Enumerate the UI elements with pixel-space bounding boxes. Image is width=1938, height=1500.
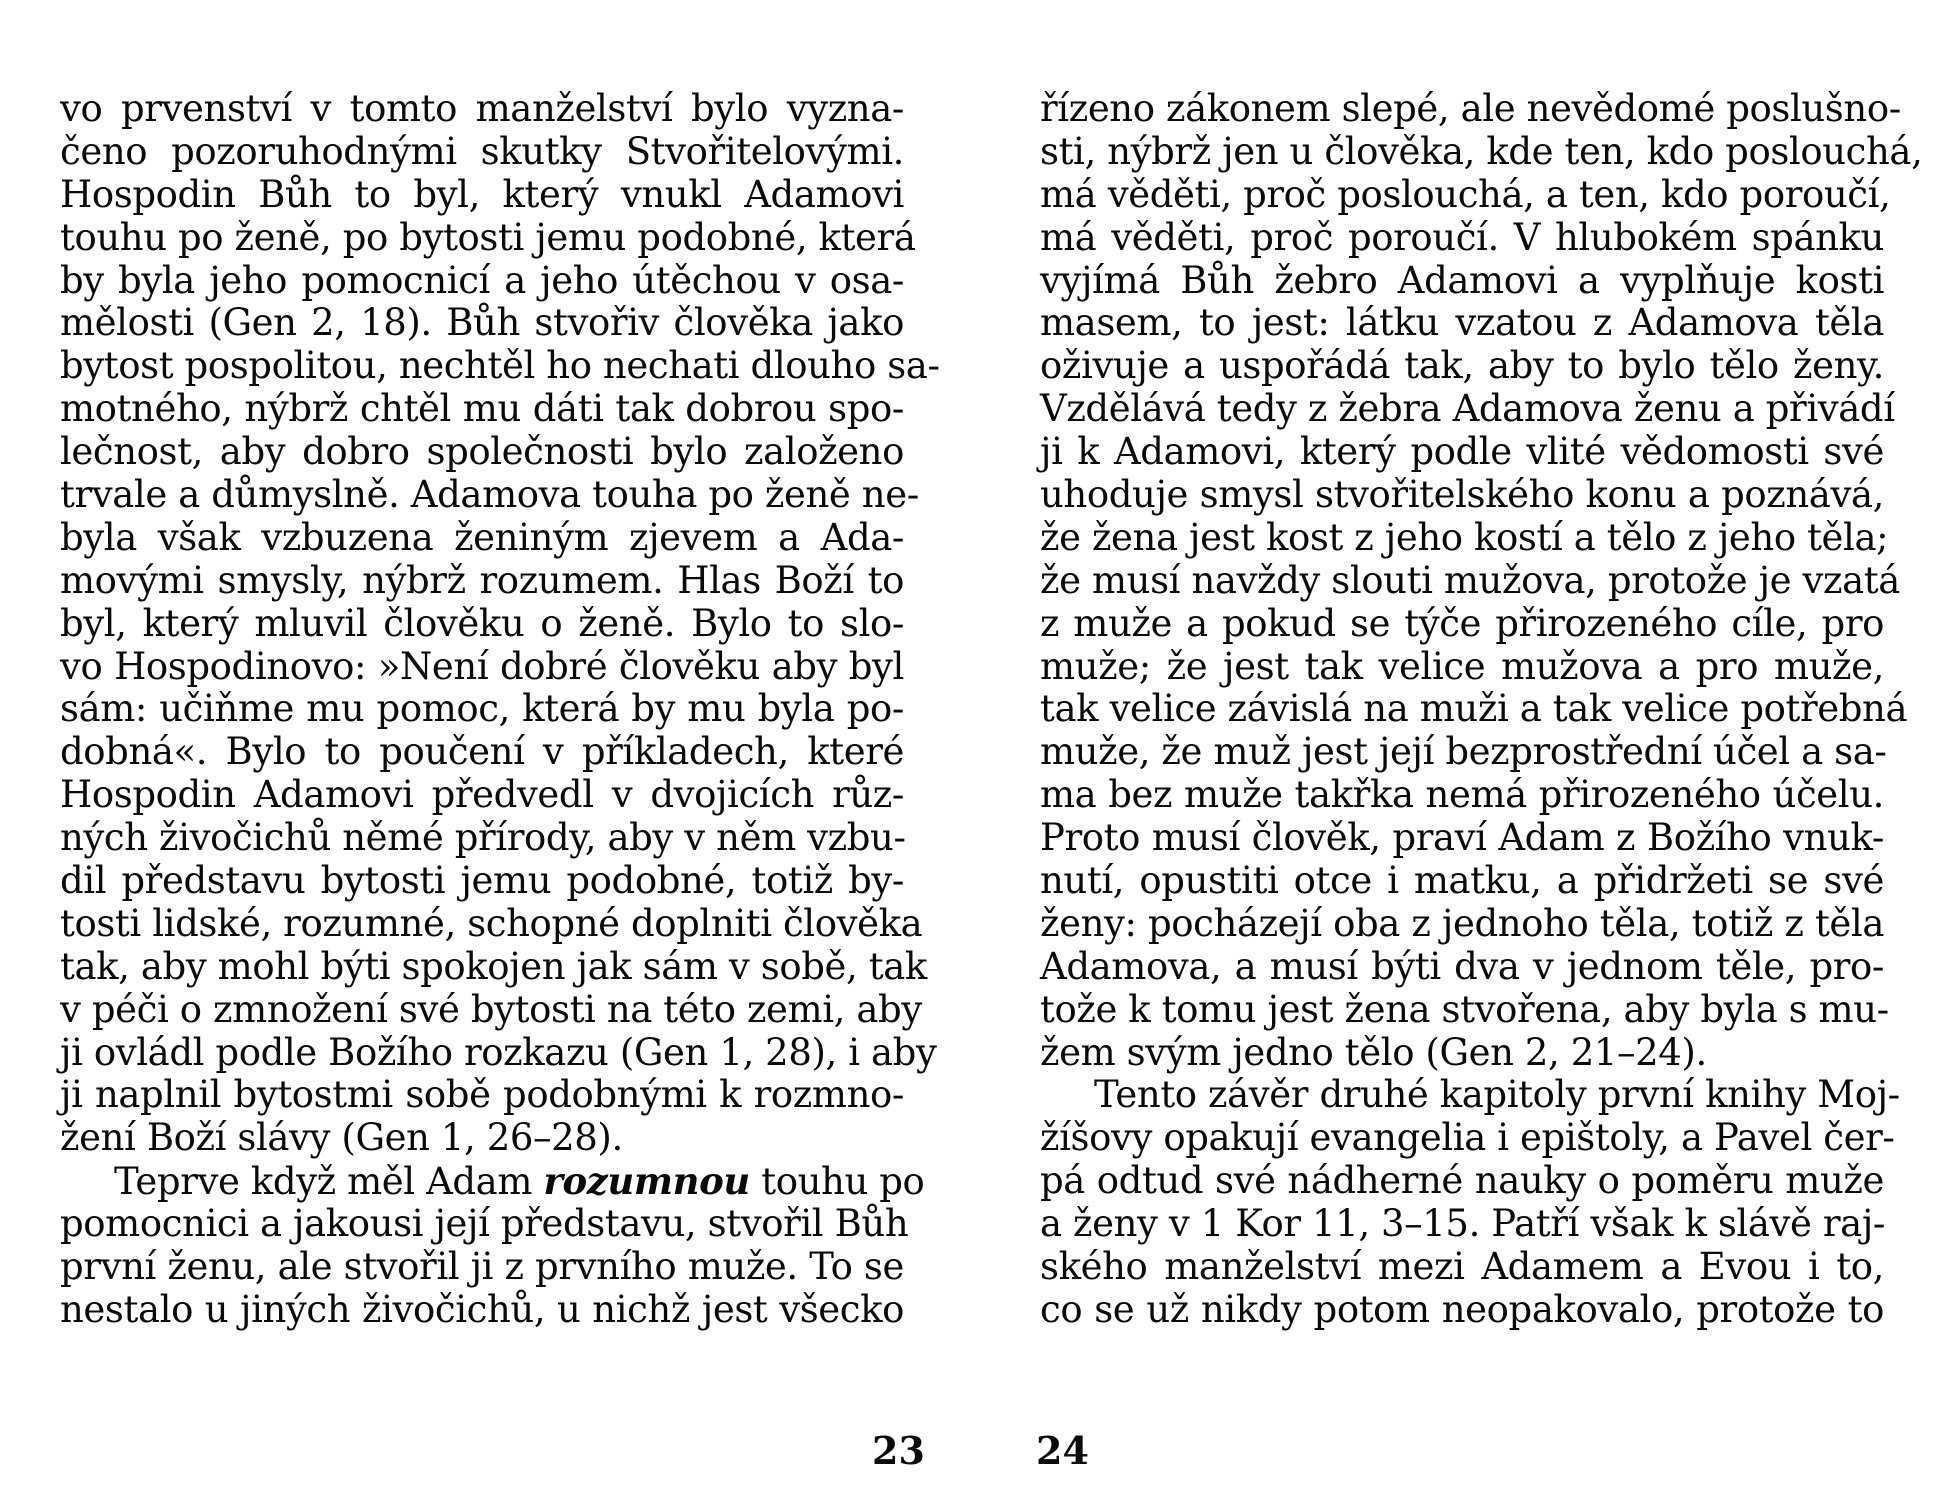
text-line: sám: učiňme mu pomoc, která by mu byla po- <box>60 687 904 731</box>
text-line: by byla jeho pomocnicí a jeho útěchou v osa- <box>60 258 904 302</box>
text-line: byl, který mluvil člověku o ženě. Bylo to slo- <box>60 601 904 645</box>
text-line: že musí navždy slouti mužova, protože je vzatá <box>1040 558 1900 602</box>
text-line: tak velice závislá na muži a tak velice potřebná <box>1040 687 1908 731</box>
text-line: čeno pozoruhodnými skutky Stvořitelovými. <box>60 129 904 173</box>
text-run: touhu po <box>749 1160 925 1204</box>
text-line: movými smysly, nýbrž rozumem. Hlas Boží to <box>60 558 904 602</box>
text-line: bytost pospolitou, nechtěl ho nechati dlouho sa- <box>60 344 940 388</box>
text-line: Vzdělává tedy z žebra Adamova ženu a přivádí <box>1040 387 1895 431</box>
text-line: uhoduje smysl stvořitelského konu a poznává, <box>1040 473 1884 517</box>
text-line: Hospodin Bůh to byl, který vnukl Adamovi <box>60 172 904 216</box>
emphasized-word: rozumnou <box>543 1159 750 1204</box>
text-line: vo Hospodinovo: »Není dobré člověku aby byl <box>60 644 904 688</box>
right-page <box>1040 87 1923 1332</box>
text-line: tosti lidské, rozumné, schopné doplniti člověka <box>60 901 923 945</box>
text-line: že žena jest kost z jeho kostí a tělo z jeho těla; <box>1040 515 1889 559</box>
text-line: pá odtud své nádherné nauky o poměru muže <box>1040 1159 1884 1203</box>
text-run: Teprve když měl Adam <box>114 1160 544 1204</box>
text-line: má věděti, proč poslouchá, a ten, kdo poroučí, <box>1040 172 1891 216</box>
text-line: vo prvenství v tomto manželství bylo vyzna- <box>60 87 904 130</box>
text-line: nestalo u jiných živočichů, u nichž jest všecko <box>60 1287 904 1331</box>
text-line: byla však vzbuzena ženiným zjevem a Ada- <box>60 515 904 559</box>
text-line: vyjímá Bůh žebro Adamovi a vyplňuje kosti <box>1040 258 1884 302</box>
text-line: dil představu bytosti jemu podobné, totiž by- <box>60 859 904 903</box>
text-line: žem svým jedno tělo (Gen 2, 21–24). <box>1040 1030 1707 1074</box>
text-line: co se už nikdy potom neopakovalo, protože to <box>1040 1287 1884 1331</box>
text-line: tak, aby mohl býti spokojen jak sám v sobě, tak <box>60 944 927 988</box>
paragraph-start-line: Tento závěr druhé kapitoly první knihy Moj- <box>1094 1073 1900 1117</box>
text-line: ma bez muže takřka nemá přirozeného účelu. <box>1040 773 1884 817</box>
text-line: ných živočichů němé přírody, aby v něm vzbu- <box>60 816 906 860</box>
left-page <box>60 87 940 1332</box>
text-line: sti, nýbrž jen u člověka, kde ten, kdo poslouchá, <box>1040 129 1923 173</box>
text-line: oživuje a uspořádá tak, aby to bylo tělo ženy. <box>1040 344 1884 388</box>
text-line: první ženu, ale stvořil ji z prvního muže. To se <box>60 1245 904 1289</box>
text-line: mělosti (Gen 2, 18). Bůh stvořiv člověka jako <box>60 301 904 345</box>
text-line: z muže a pokud se týče přirozeného cíle, pro <box>1040 601 1884 645</box>
text-line: motného, nýbrž chtěl mu dáti tak dobrou spo- <box>60 387 904 431</box>
text-line: ji ovládl podle Božího rozkazu (Gen 1, 28), i aby <box>60 1030 937 1074</box>
text-line: trvale a důmyslně. Adamova touha po ženě ne- <box>60 473 919 517</box>
text-line: Adamova, a musí býti dva v jednom těle, pro- <box>1040 944 1884 988</box>
text-line: pomocnici a jakousi její představu, stvořil Bůh <box>60 1202 909 1246</box>
text-line: masem, to jest: látku vzatou z Adamova těla <box>1040 301 1884 345</box>
page-number-right: 24 <box>1036 1428 1089 1473</box>
text-line: řízeno zákonem slepé, ale nevědomé poslušno- <box>1040 87 1901 130</box>
text-line: v péči o zmnožení své bytosti na této zemi, aby <box>60 987 922 1031</box>
paragraph-start-line <box>60 1159 925 1204</box>
text-line: žení Boží slávy (Gen 1, 26–28). <box>60 1116 623 1160</box>
text-line: lečnost, aby dobro společnosti bylo založeno <box>60 430 904 474</box>
text-line: touhu po ženě, po bytosti jemu podobné, která <box>60 215 916 259</box>
text-line: ženy: pocházejí oba z jednoho těla, totiž z těla <box>1040 901 1884 945</box>
text-line: tože k tomu jest žena stvořena, aby byla s mu- <box>1040 987 1889 1031</box>
text-line: Hospodin Adamovi předvedl v dvojicích růz- <box>60 773 904 817</box>
text-line: ského manželství mezi Adamem a Evou i to, <box>1040 1245 1884 1289</box>
text-line: dobná«. Bylo to poučení v příkladech, které <box>60 730 904 774</box>
text-line: ji naplnil bytostmi sobě podobnými k rozmno- <box>60 1073 904 1117</box>
text-line: žíšovy opakují evangelia i epištoly, a Pavel čer- <box>1040 1116 1895 1160</box>
text-line: má věděti, proč poroučí. V hlubokém spánku <box>1040 215 1884 259</box>
text-line: ji k Adamovi, který podle vlité vědomosti své <box>1040 430 1884 474</box>
text-line: nutí, opustiti otce i matku, a přidržeti se své <box>1040 859 1884 903</box>
text-line: muže; že jest tak velice mužova a pro muže, <box>1040 644 1884 688</box>
text-line: Proto musí člověk, praví Adam z Božího vnuk- <box>1040 816 1884 860</box>
page-number-left: 23 <box>872 1428 925 1473</box>
text-line: a ženy v 1 Kor 11, 3–15. Patří však k slávě raj- <box>1040 1202 1886 1246</box>
text-line: muže, že muž jest její bezprostřední účel a sa- <box>1040 730 1887 774</box>
